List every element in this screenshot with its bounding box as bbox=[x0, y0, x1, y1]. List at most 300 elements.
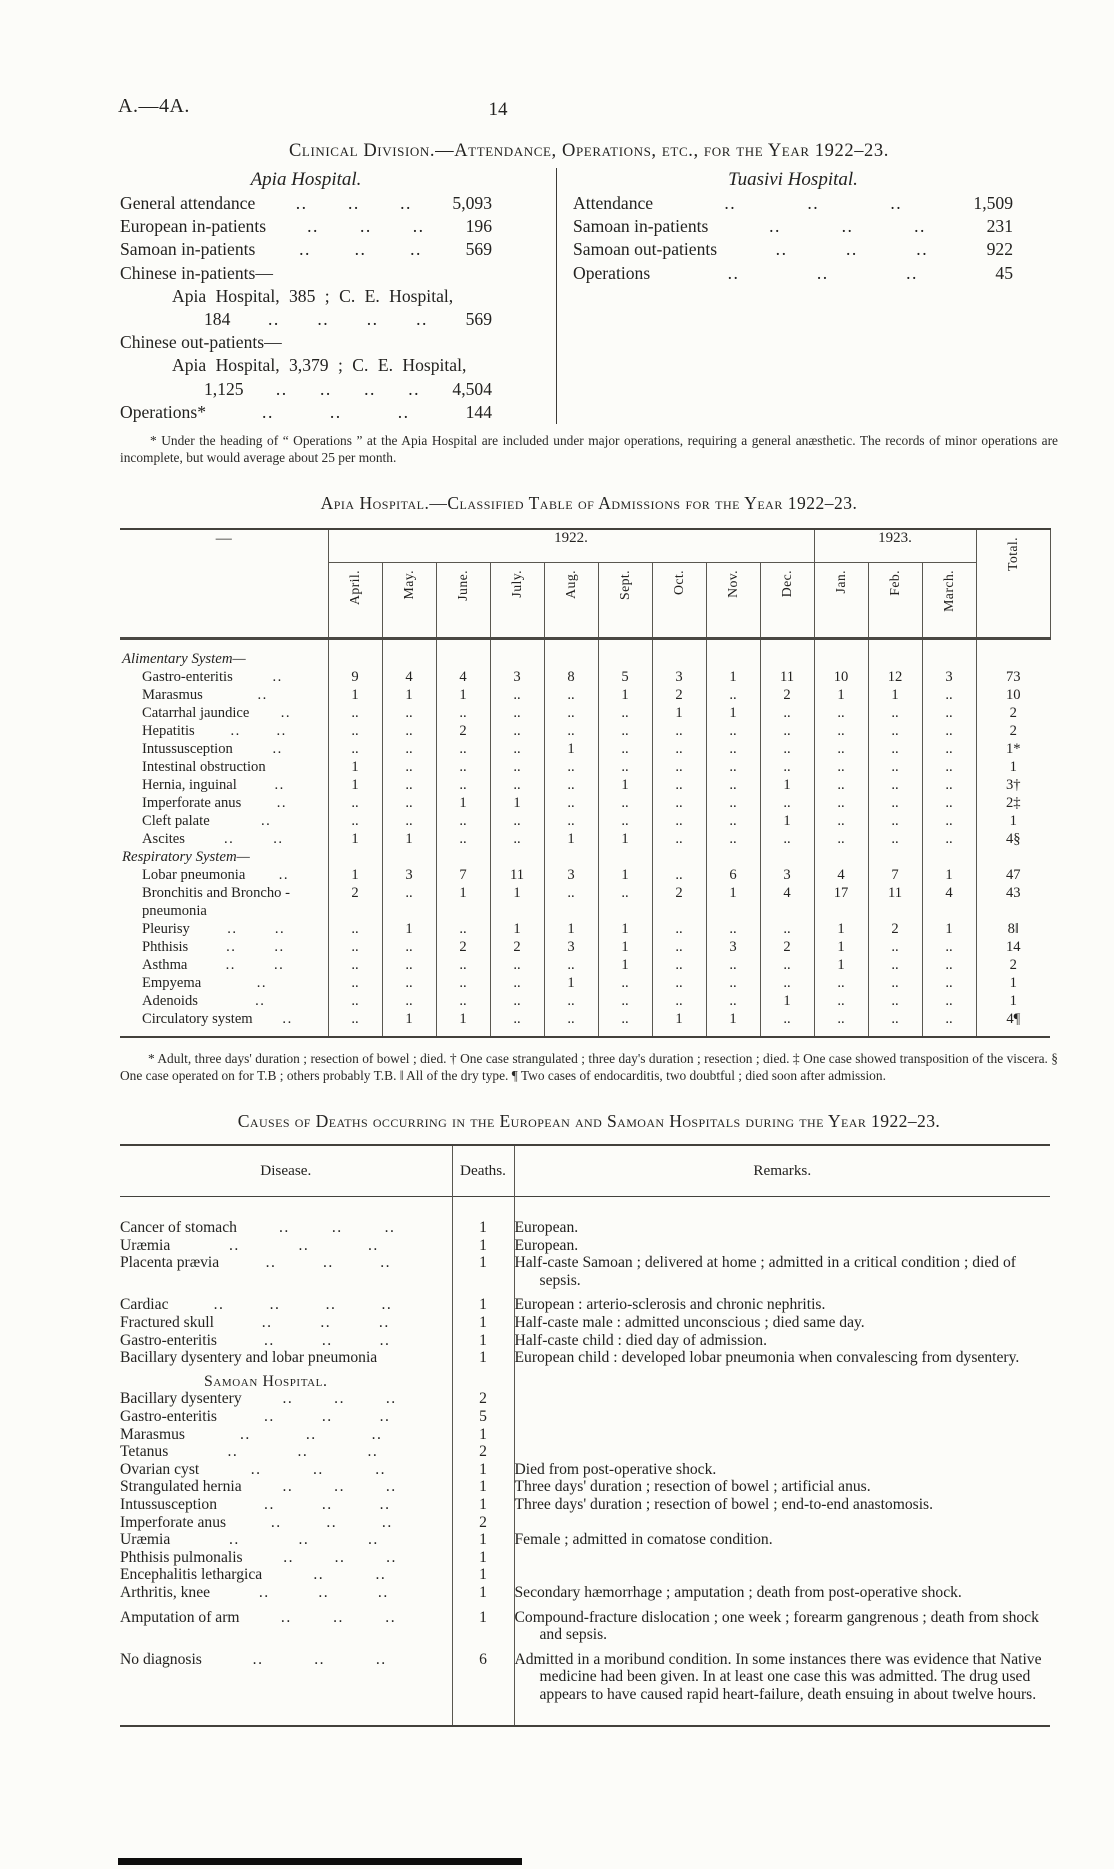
dot-leaders bbox=[210, 1584, 437, 1602]
admissions-value-cell: 1 bbox=[868, 686, 922, 704]
deaths-remarks-cell bbox=[514, 1478, 1050, 1496]
deaths-disease-cell bbox=[120, 1531, 452, 1549]
deaths-remarks-cell bbox=[514, 1254, 1050, 1289]
admissions-row-label bbox=[120, 938, 328, 956]
admissions-empty-cell bbox=[544, 639, 598, 669]
admissions-value-cell: .. bbox=[490, 704, 544, 722]
admissions-value-cell: .. bbox=[598, 740, 652, 758]
deaths-count-cell: 1 bbox=[452, 1566, 514, 1584]
admissions-value-cell: .. bbox=[706, 812, 760, 830]
admissions-data-row bbox=[120, 668, 1050, 686]
admissions-value-cell: 8 bbox=[544, 668, 598, 686]
dot-leader-pair: .. bbox=[272, 741, 283, 758]
dot-leader-pair: .. bbox=[325, 1296, 337, 1314]
disease-label: Ascites bbox=[142, 831, 185, 848]
admissions-value-cell: 2 bbox=[868, 920, 922, 938]
deaths-remarks-cell bbox=[514, 1566, 1050, 1584]
deaths-disease-label: Uræmia bbox=[120, 1236, 171, 1254]
admissions-value-cell: .. bbox=[328, 920, 382, 938]
dot-leaders bbox=[201, 974, 322, 992]
admissions-table-title: Apia Hospital.—Classified Table of Admissions for the Year 1922–23. bbox=[320, 493, 858, 514]
dot-leader-pair: .. bbox=[375, 1650, 387, 1668]
deaths-count-cell: 1 bbox=[452, 1332, 514, 1350]
admissions-value-cell: .. bbox=[544, 1010, 598, 1037]
admissions-value-cell: 3 bbox=[760, 866, 814, 884]
dot-leader-pair: .. bbox=[371, 1425, 383, 1443]
deaths-disease-cell bbox=[120, 1237, 452, 1255]
tuasivi-hospital-column bbox=[573, 168, 1013, 424]
summary-value: 144 bbox=[465, 401, 492, 422]
dot-leader-pair: .. bbox=[256, 975, 267, 992]
dot-leader-pair: .. bbox=[724, 193, 737, 213]
dot-leader-pair: .. bbox=[298, 1236, 310, 1254]
dot-leader-pair: .. bbox=[378, 1314, 390, 1331]
dot-leaders bbox=[255, 192, 452, 215]
admissions-data-row bbox=[120, 794, 1050, 812]
deaths-remarks-cell bbox=[514, 1197, 1050, 1237]
deaths-data-row bbox=[120, 1496, 1050, 1514]
admissions-value-cell: .. bbox=[328, 740, 382, 758]
month-header-label: July. bbox=[509, 570, 524, 598]
deaths-data-row bbox=[120, 1651, 1050, 1727]
dot-leader-pair: .. bbox=[379, 1331, 391, 1349]
deaths-remarks-cell bbox=[514, 1584, 1050, 1602]
dot-leaders bbox=[217, 1408, 438, 1426]
deaths-remarks-text: Admitted in a moribund condition. In some instances there was evidence that Native medicine had been given. In at least one case this was admitted. The drug used appears to have caused rapid heart-failure, death ensuing in about twelve hours. bbox=[514, 1650, 1042, 1703]
admissions-value-cell: .. bbox=[814, 704, 868, 722]
admissions-value-cell: .. bbox=[706, 974, 760, 992]
dot-leader-pair: .. bbox=[326, 1513, 338, 1531]
admissions-value-cell: .. bbox=[814, 974, 868, 992]
deaths-data-row bbox=[120, 1566, 1050, 1584]
disease-label: Intussusception bbox=[142, 741, 233, 758]
deaths-disease-label: Strangulated hernia bbox=[120, 1478, 242, 1496]
dot-leader-pair: .. bbox=[228, 1531, 240, 1549]
admissions-value-cell: 1 bbox=[598, 920, 652, 938]
deaths-data-row bbox=[120, 1408, 1050, 1426]
admissions-value-cell: .. bbox=[868, 794, 922, 812]
dot-leaders bbox=[253, 1010, 323, 1028]
admissions-value-cell: .. bbox=[382, 992, 436, 1010]
admissions-row-label-cell bbox=[120, 776, 328, 794]
disease-label: Intestinal obstruction bbox=[142, 759, 266, 776]
admissions-data-row bbox=[120, 866, 1050, 884]
admissions-data-row bbox=[120, 992, 1050, 1010]
dot-leader-pair: .. bbox=[367, 1531, 379, 1549]
admissions-data-row bbox=[120, 776, 1050, 794]
admissions-value-cell: 2 bbox=[328, 884, 382, 920]
month-header-label: Feb. bbox=[887, 570, 903, 596]
dot-leader-pair: .. bbox=[775, 239, 788, 260]
deaths-data-row bbox=[120, 1443, 1050, 1461]
admissions-value-cell: 1 bbox=[436, 1010, 490, 1037]
summary-label: Samoan in-patients bbox=[120, 239, 256, 260]
admissions-value-cell: .. bbox=[544, 884, 598, 920]
month-header bbox=[544, 563, 598, 639]
deaths-disease bbox=[120, 1296, 452, 1314]
admissions-empty-cell bbox=[598, 848, 652, 866]
deaths-disease bbox=[120, 1219, 452, 1237]
admissions-total-cell: 43 bbox=[976, 884, 1050, 920]
admissions-total-cell: 4¶ bbox=[976, 1010, 1050, 1037]
deaths-count-cell: 2 bbox=[452, 1390, 514, 1408]
dot-leader-pair: .. bbox=[250, 1460, 262, 1478]
dot-leader-pair: .. bbox=[377, 1583, 389, 1601]
admissions-row-label-cell bbox=[120, 758, 328, 776]
spacer-cell bbox=[514, 1289, 1050, 1296]
admissions-data-row bbox=[120, 1010, 1050, 1037]
month-header bbox=[706, 563, 760, 639]
deaths-data-row bbox=[120, 1237, 1050, 1255]
deaths-data-row bbox=[120, 1478, 1050, 1496]
dot-leader-pair: .. bbox=[272, 669, 283, 686]
document-reference: A.—4A. bbox=[118, 95, 190, 117]
hospital-summary-columns bbox=[120, 168, 1058, 424]
deaths-disease bbox=[120, 1584, 452, 1602]
deaths-spacer-row bbox=[120, 1644, 1050, 1651]
deaths-count-cell: 1 bbox=[452, 1496, 514, 1514]
admissions-value-cell: 1 bbox=[814, 956, 868, 974]
admissions-value-cell: .. bbox=[382, 776, 436, 794]
dot-leader-pair: .. bbox=[278, 1219, 290, 1237]
admissions-value-cell: .. bbox=[544, 704, 598, 722]
admissions-value-cell: .. bbox=[922, 722, 976, 740]
summary-row bbox=[120, 285, 492, 308]
dot-leaders bbox=[245, 866, 322, 884]
admissions-value-cell: 1 bbox=[328, 758, 382, 776]
admissions-value-cell: .. bbox=[652, 992, 706, 1010]
admissions-value-cell: 4 bbox=[760, 884, 814, 920]
admissions-value-cell: 1 bbox=[598, 686, 652, 704]
admissions-value-cell: .. bbox=[706, 956, 760, 974]
admissions-value-cell: .. bbox=[490, 992, 544, 1010]
dot-leader-pair: .. bbox=[381, 1296, 393, 1314]
admissions-value-cell: .. bbox=[814, 794, 868, 812]
admissions-value-cell: 1 bbox=[598, 866, 652, 884]
deaths-remarks-cell bbox=[514, 1349, 1050, 1367]
admissions-value-cell: .. bbox=[490, 830, 544, 848]
dot-leader-pair: .. bbox=[914, 216, 926, 237]
deaths-disease-label: Encephalitis lethargica bbox=[120, 1566, 263, 1584]
dot-leader-pair: .. bbox=[275, 378, 288, 399]
admissions-value-cell: .. bbox=[598, 992, 652, 1010]
summary-row bbox=[120, 354, 492, 377]
dot-leaders bbox=[185, 1426, 438, 1444]
dot-leaders bbox=[190, 920, 323, 938]
disease-label: Empyema bbox=[142, 975, 202, 992]
admissions-value-cell: 1 bbox=[328, 866, 382, 884]
deaths-remarks-text: Three days' duration ; resection of bowel ; end-to-end anastomosis. bbox=[514, 1495, 934, 1513]
month-header bbox=[436, 563, 490, 639]
admissions-row-label bbox=[120, 668, 328, 686]
deaths-remarks-cell bbox=[514, 1609, 1050, 1644]
deaths-data-row bbox=[120, 1296, 1050, 1314]
dot-leader-pair: .. bbox=[385, 1390, 397, 1408]
month-header bbox=[814, 563, 868, 639]
dot-leader-pair: .. bbox=[297, 1443, 309, 1461]
admissions-value-cell: 7 bbox=[868, 866, 922, 884]
dot-leader-pair: .. bbox=[307, 216, 319, 237]
admissions-total-cell: 1 bbox=[976, 974, 1050, 992]
dot-leader-pair: .. bbox=[769, 216, 781, 237]
admissions-total-cell: 4§ bbox=[976, 830, 1050, 848]
admissions-value-cell: .. bbox=[760, 740, 814, 758]
admissions-value-cell: .. bbox=[922, 758, 976, 776]
admissions-value-cell: 2 bbox=[436, 938, 490, 956]
deaths-remarks-text: European child : developed lobar pneumonia when convalescing from dysentery. bbox=[514, 1349, 1020, 1367]
dot-leader-pair: .. bbox=[280, 1608, 292, 1626]
admissions-total-cell: 2 bbox=[976, 722, 1050, 740]
dot-leader-pair: .. bbox=[320, 378, 332, 399]
admissions-value-cell: 1 bbox=[490, 794, 544, 812]
admissions-row-label bbox=[120, 812, 328, 830]
dot-leader-pair: .. bbox=[274, 957, 285, 974]
deaths-disease-cell bbox=[120, 1349, 452, 1367]
month-header-label: Sept. bbox=[617, 570, 632, 601]
dot-leader-pair: .. bbox=[264, 1331, 275, 1349]
admissions-row-label bbox=[120, 974, 328, 992]
admissions-value-cell: 6 bbox=[706, 866, 760, 884]
admissions-value-cell: 1 bbox=[814, 938, 868, 956]
admissions-value-cell: .. bbox=[598, 794, 652, 812]
dot-leader-pair: .. bbox=[334, 1478, 345, 1496]
admissions-data-row bbox=[120, 722, 1050, 740]
admissions-total-cell: 2 bbox=[976, 956, 1050, 974]
disease-label: Imperforate anus bbox=[142, 795, 242, 812]
admissions-value-cell: .. bbox=[436, 758, 490, 776]
admissions-value-cell: .. bbox=[922, 938, 976, 956]
admissions-value-cell: 11 bbox=[490, 866, 544, 884]
admissions-value-cell: .. bbox=[706, 722, 760, 740]
deaths-remarks-cell bbox=[514, 1531, 1050, 1549]
admissions-value-cell: 1 bbox=[760, 812, 814, 830]
dot-leader-pair: .. bbox=[273, 831, 284, 848]
deaths-data-row bbox=[120, 1332, 1050, 1350]
admissions-value-cell: .. bbox=[706, 920, 760, 938]
summary-value: 4,504 bbox=[452, 378, 492, 399]
summary-label: General attendance bbox=[120, 193, 256, 213]
dot-leader-pair: .. bbox=[262, 401, 274, 422]
deaths-disease-cell bbox=[120, 1443, 452, 1461]
admissions-row-label-cell bbox=[120, 704, 328, 722]
dot-leader-pair: .. bbox=[213, 1296, 225, 1314]
dot-leader-pair: .. bbox=[258, 1583, 270, 1601]
admissions-empty-cell bbox=[814, 639, 868, 669]
deaths-disease-cell bbox=[120, 1514, 452, 1532]
deaths-disease-cell bbox=[120, 1408, 452, 1426]
admissions-section-row bbox=[120, 639, 1050, 669]
summary-row bbox=[120, 331, 492, 354]
month-header bbox=[328, 563, 382, 639]
admissions-value-cell: .. bbox=[544, 812, 598, 830]
admissions-value-cell: .. bbox=[868, 1010, 922, 1037]
deaths-table-body bbox=[120, 1197, 1050, 1727]
admissions-value-cell: 1 bbox=[706, 704, 760, 722]
deaths-disease bbox=[120, 1254, 452, 1272]
admissions-value-cell: 1 bbox=[652, 704, 706, 722]
deaths-remarks-cell bbox=[514, 1332, 1050, 1350]
dot-leader-pair: .. bbox=[359, 216, 372, 237]
dot-leader-pair: .. bbox=[223, 831, 235, 848]
admissions-value-cell: .. bbox=[652, 722, 706, 740]
admissions-value-cell: 3 bbox=[544, 938, 598, 956]
deaths-disease-cell bbox=[120, 1254, 452, 1289]
dot-leader-pair: .. bbox=[906, 262, 918, 283]
deaths-count-column-header: Deaths. bbox=[452, 1145, 514, 1197]
dot-leaders bbox=[249, 704, 322, 722]
disease-label: Hernia, inguinal bbox=[142, 777, 237, 794]
admissions-data-row bbox=[120, 938, 1050, 956]
dot-leaders bbox=[262, 1566, 437, 1584]
admissions-empty-cell bbox=[706, 848, 760, 866]
dot-leader-pair: .. bbox=[384, 1219, 396, 1237]
admissions-value-cell: 1 bbox=[706, 1010, 760, 1037]
admissions-value-cell: .. bbox=[706, 740, 760, 758]
deaths-count-cell: 6 bbox=[452, 1651, 514, 1727]
deaths-section-cell bbox=[120, 1367, 452, 1391]
admissions-value-cell: .. bbox=[382, 884, 436, 920]
deaths-disease-cell bbox=[120, 1197, 452, 1237]
summary-value: 45 bbox=[995, 262, 1013, 283]
admissions-value-cell: 11 bbox=[868, 884, 922, 920]
dot-leader-pair: .. bbox=[410, 239, 422, 260]
spacer-cell bbox=[120, 1644, 452, 1651]
dot-leader-pair: .. bbox=[269, 1296, 281, 1314]
admissions-empty-cell bbox=[490, 639, 544, 669]
dot-leaders bbox=[219, 1254, 437, 1272]
admissions-value-cell: .. bbox=[922, 974, 976, 992]
admissions-value-cell: 1 bbox=[706, 884, 760, 920]
admissions-table bbox=[120, 528, 1051, 1038]
dot-leader-pair: .. bbox=[354, 239, 367, 260]
admissions-value-cell: 1 bbox=[382, 920, 436, 938]
admissions-value-cell: 1 bbox=[814, 686, 868, 704]
dot-leaders bbox=[214, 1314, 438, 1332]
summary-label: 1,125 bbox=[204, 378, 244, 399]
admissions-value-cell: 2 bbox=[760, 938, 814, 956]
admissions-empty-cell bbox=[922, 639, 976, 669]
deaths-remarks-text: Three days' duration ; resection of bowel ; artificial anus. bbox=[514, 1478, 871, 1496]
admissions-value-cell: .. bbox=[328, 938, 382, 956]
deaths-disease-label: No diagnosis bbox=[120, 1650, 202, 1668]
dot-leaders bbox=[170, 1237, 437, 1255]
admissions-empty-cell bbox=[760, 848, 814, 866]
admissions-data-row bbox=[120, 974, 1050, 992]
apia-hospital-heading: Apia Hospital. bbox=[250, 169, 362, 190]
admissions-row-label bbox=[120, 722, 328, 740]
month-header bbox=[760, 563, 814, 639]
dot-leaders bbox=[240, 1609, 438, 1627]
admissions-value-cell: .. bbox=[760, 1010, 814, 1037]
admissions-table-body bbox=[120, 639, 1050, 1038]
dot-leaders bbox=[198, 992, 323, 1010]
summary-row bbox=[573, 192, 1013, 215]
admissions-value-cell: .. bbox=[814, 1010, 868, 1037]
month-header-label: April. bbox=[347, 570, 362, 606]
summary-value: 196 bbox=[465, 216, 492, 237]
admissions-value-cell: 12 bbox=[868, 668, 922, 686]
dot-leader-pair: .. bbox=[321, 1407, 333, 1425]
admissions-empty-cell bbox=[382, 639, 436, 669]
dot-leaders bbox=[243, 1549, 438, 1567]
admissions-value-cell: .. bbox=[328, 704, 382, 722]
disease-label: Marasmus bbox=[142, 687, 203, 704]
admissions-row-label-cell bbox=[120, 920, 328, 938]
disease-label: Lobar pneumonia bbox=[142, 867, 246, 884]
deaths-disease-label: Intussusception bbox=[120, 1495, 218, 1513]
month-header-label: Nov. bbox=[725, 570, 740, 598]
admissions-empty-cell bbox=[652, 639, 706, 669]
admissions-value-cell: 1 bbox=[598, 938, 652, 956]
month-header-label: Dec. bbox=[779, 570, 794, 598]
admissions-value-cell: .. bbox=[490, 722, 544, 740]
month-header-label: Oct. bbox=[671, 570, 686, 596]
apia-summary-rows bbox=[120, 192, 492, 424]
year-header: 1923. bbox=[814, 529, 976, 563]
dot-leader-pair: .. bbox=[260, 813, 272, 830]
admissions-total-cell: 47 bbox=[976, 866, 1050, 884]
admissions-empty-cell bbox=[544, 848, 598, 866]
admissions-value-cell: .. bbox=[652, 758, 706, 776]
dot-leaders bbox=[210, 812, 323, 830]
deaths-remarks-text: Half-caste male : admitted unconscious ; died same day. bbox=[514, 1314, 865, 1331]
deaths-remarks-cell bbox=[514, 1314, 1050, 1332]
deaths-disease-column-header: Disease. bbox=[260, 1162, 312, 1180]
admissions-value-cell: .. bbox=[328, 794, 382, 812]
dot-leader-pair: .. bbox=[347, 193, 360, 213]
admissions-value-cell: 1 bbox=[652, 1010, 706, 1037]
spacer-cell bbox=[120, 1289, 452, 1296]
dot-leader-pair: .. bbox=[257, 687, 268, 704]
operations-footnote: * Under the heading of “ Operations ” at the Apia Hospital are included under major operations, requiring a general anæsthetic. The records of minor operations are incomplete, but would average about 25 per month. bbox=[120, 433, 1058, 465]
admissions-value-cell: .. bbox=[598, 704, 652, 722]
dot-leader-pair: .. bbox=[276, 723, 287, 740]
summary-value: 569 bbox=[465, 309, 492, 330]
page-content bbox=[120, 0, 1058, 1727]
summary-label: Samoan in-patients bbox=[573, 216, 709, 237]
dot-leader-pair: .. bbox=[280, 705, 292, 722]
month-header bbox=[490, 563, 544, 639]
dot-leader-pair: .. bbox=[375, 1460, 386, 1478]
admissions-total-cell: 1* bbox=[976, 740, 1050, 758]
admissions-value-cell: 1 bbox=[382, 1010, 436, 1037]
dot-leader-pair: .. bbox=[366, 309, 379, 330]
admissions-empty-cell bbox=[382, 848, 436, 866]
dot-leader-pair: .. bbox=[225, 957, 236, 974]
admissions-value-cell: .. bbox=[598, 974, 652, 992]
admissions-value-cell: .. bbox=[436, 740, 490, 758]
deaths-spacer-row bbox=[120, 1602, 1050, 1609]
dot-leader-pair: .. bbox=[816, 262, 829, 283]
dot-leader-pair: .. bbox=[295, 193, 308, 213]
admissions-value-cell: .. bbox=[814, 758, 868, 776]
admissions-data-row bbox=[120, 920, 1050, 938]
admissions-value-cell: .. bbox=[598, 812, 652, 830]
admissions-value-cell: 1 bbox=[760, 776, 814, 794]
admissions-value-cell: .. bbox=[922, 1010, 976, 1037]
dot-leaders bbox=[244, 378, 453, 401]
dot-leader-pair: .. bbox=[412, 216, 425, 237]
admissions-value-cell: .. bbox=[652, 794, 706, 812]
dot-leaders bbox=[708, 215, 986, 238]
summary-label: 184 bbox=[204, 309, 231, 330]
summary-row bbox=[573, 262, 1013, 285]
summary-label: Operations bbox=[573, 262, 651, 283]
admissions-value-cell: .. bbox=[544, 758, 598, 776]
admissions-row-label-cell bbox=[120, 686, 328, 704]
admissions-value-cell: 1 bbox=[922, 866, 976, 884]
spacer-cell bbox=[514, 1644, 1050, 1651]
